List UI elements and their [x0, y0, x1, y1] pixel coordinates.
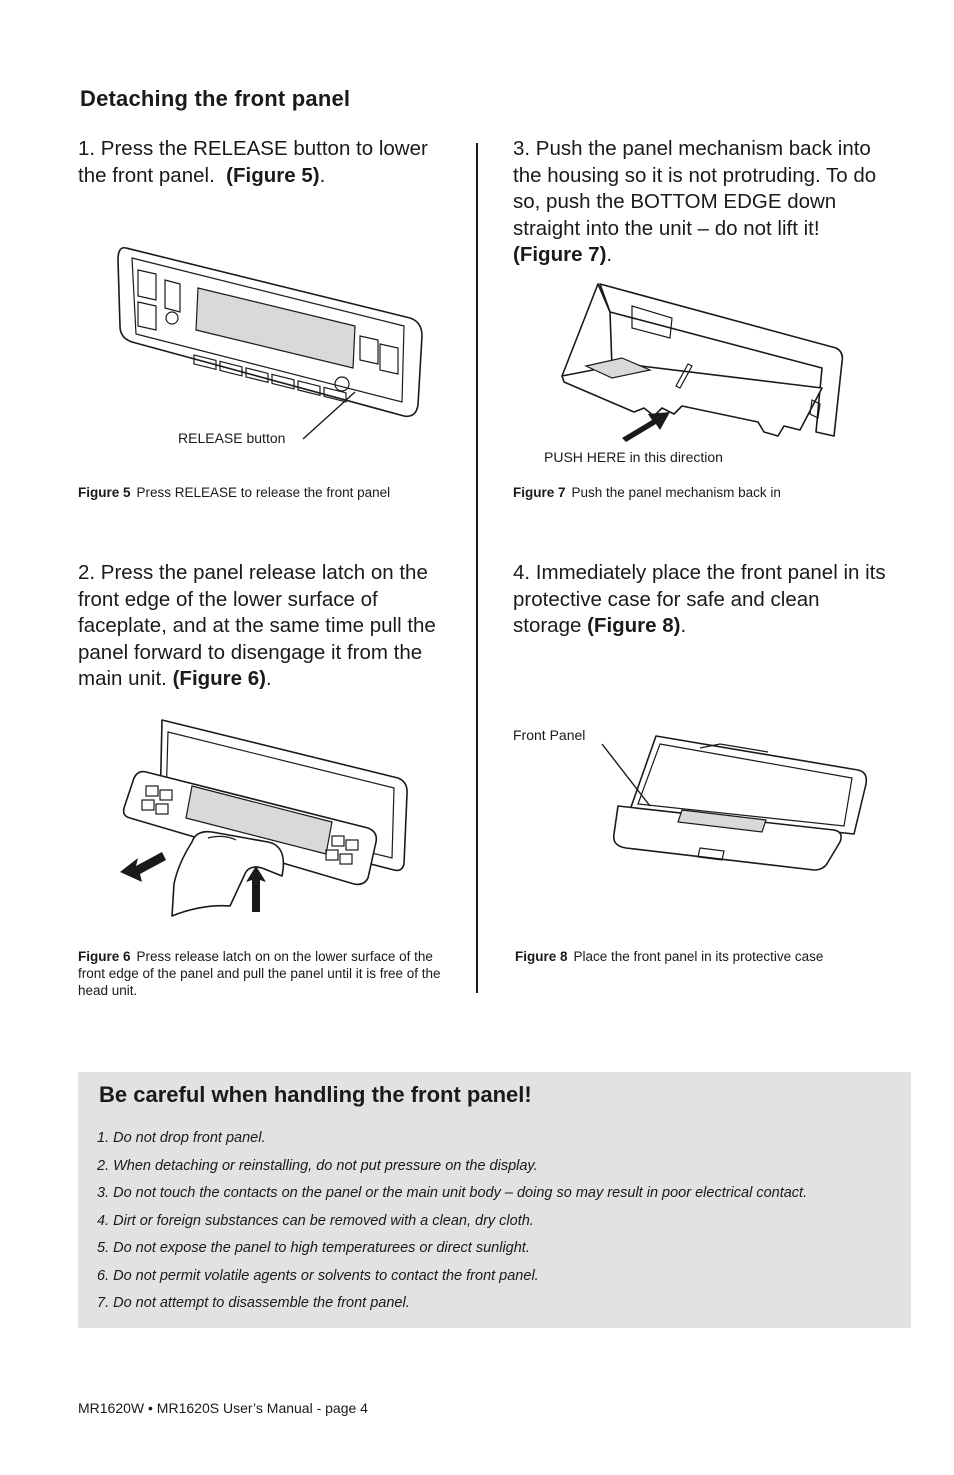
step-4: 4. Immediately place the front panel in its protective case for safe and clean storage (Figure 8).	[513, 561, 886, 637]
figure-6-label: Figure 6	[78, 949, 131, 964]
warning-list	[97, 1129, 807, 1322]
list-item: 6. Do not permit volatile agents or solvents to contact the front panel.	[97, 1267, 539, 1284]
step-3-text: 3. Push the panel mechanism back into the housing so it is not protruding. To do so, push the BOTTOM EDGE down straight into the unit – do not lift it!	[513, 137, 877, 240]
figure-6-caption	[78, 948, 463, 999]
figure-8-illustration	[590, 730, 880, 880]
step-1-text: 1. Press the RELEASE button to lower the front panel.	[78, 137, 428, 187]
step-2-text: 2. Press the panel release latch on the front edge of the lower surface of faceplate, and at the same time pull the panel forward to disengage it from the main unit.	[78, 561, 436, 690]
figure-8-caption	[515, 948, 823, 965]
list-item: 7. Do not attempt to disassemble the front panel.	[97, 1295, 410, 1311]
list-item: 5. Do not expose the panel to high temperaturees or direct sunlight.	[97, 1240, 530, 1256]
step-3-ref: (Figure 7)	[513, 243, 607, 266]
page-footer: MR1620W • MR1620S User’s Manual - page 4	[78, 1400, 368, 1416]
page-title: Detaching the front panel	[80, 86, 351, 111]
step-2-ref: (Figure 6)	[172, 667, 266, 690]
step-4-text: 4. Immediately place the front panel in its protective case for safe and clean storage	[513, 561, 886, 637]
figure-5-label: Figure 5	[78, 485, 131, 500]
figure-5-callout: RELEASE button	[178, 430, 286, 446]
step-4-ref: (Figure 8)	[587, 614, 681, 637]
column-divider	[476, 143, 478, 993]
figure-8-callout: Front Panel	[513, 727, 586, 743]
figure-6-illustration	[112, 716, 412, 921]
list-item: 2. When detaching or reinstalling, do not put pressure on the display.	[97, 1157, 538, 1174]
warning-box	[78, 1072, 911, 1328]
figure-7-callout: PUSH HERE in this direction	[544, 449, 723, 465]
figure-8-text: Place the front panel in its protective case	[573, 949, 824, 964]
list-item: 1. Do not drop front panel.	[97, 1130, 266, 1146]
figure-5-text: Press RELEASE to release the front panel	[136, 485, 391, 500]
figure-7-label: Figure 7	[513, 485, 566, 500]
step-1-ref: (Figure 5)	[226, 163, 320, 187]
step-2: 2. Press the panel release latch on the front edge of the lower surface of faceplate, and at the same time pull the panel forward to disengage it from the main unit. (Figure 6).	[78, 561, 436, 690]
step-3: 3. Push the panel mechanism back into the housing so it is not protruding. To do so, push the BOTTOM EDGE down straight into the unit – do not lift it! (Figure 7).	[513, 137, 877, 266]
figure-8-label: Figure 8	[515, 949, 568, 964]
list-item: 3. Do not touch the contacts on the panel or the main unit body – doing so may result in poor electrical contact.	[97, 1185, 808, 1201]
step-1: 1. Press the RELEASE button to lower the front panel. (Figure 5).	[78, 137, 428, 187]
warning-title: Be careful when handling the front panel!	[99, 1082, 532, 1107]
list-item: 4. Dirt or foreign substances can be removed with a clean, dry cloth.	[97, 1212, 534, 1229]
figure-7-text: Push the panel mechanism back in	[571, 485, 781, 500]
figure-5-illustration	[110, 240, 430, 450]
figure-5-caption	[78, 484, 390, 501]
figure-7-caption	[513, 484, 781, 501]
figure-7-illustration	[552, 278, 848, 450]
figure-6-text: Press release latch on on the lower surface of the front edge of the panel and pull the panel until it is free of the head unit.	[78, 949, 441, 998]
